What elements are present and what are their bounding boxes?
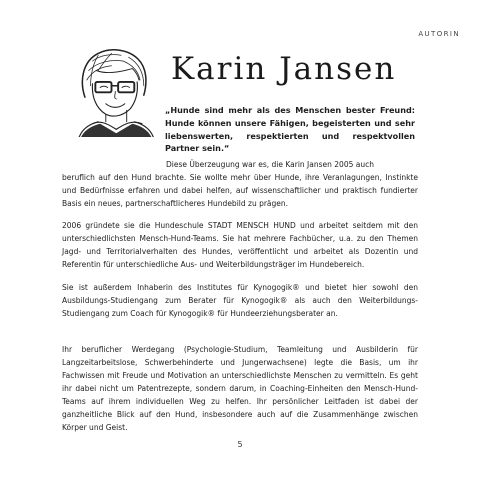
bio-paragraph-1-opening: Diese Überzeugung war es, die Karin Jansen 2005 auch <box>166 160 374 169</box>
bio-paragraph-2: 2006 gründete sie die Hundeschule STADT MENSCH HUND und arbeitet seitdem mit den unterschiedlichsten Mensch-Hund-Teams. Sie hat mehrere Fachbücher, u.a. zu den Themen Jagd- und Territorialverhalten des Hundes, veröffentlicht und arbeitet als Dozentin und Referentin für unterschiedliche Aus- und Weiterbildungsträger im Hundebereich. <box>62 221 418 269</box>
section-label: AUTORIN <box>418 30 460 38</box>
bio-paragraph-1 <box>62 158 418 210</box>
bio-paragraph-3: Sie ist außerdem Inhaberin des Institutes für Kynogogik® und bietet hier sowohl den Ausbildungs-Studiengang zum Berater für Kynogogik® als auch den Weiterbildungs-Studiengang zum Coach für Kynogogik® für Hundeerziehungsberater an. <box>62 283 418 318</box>
author-quote: „Hunde sind mehr als des Menschen bester Freund: Hunde können unsere Fähigen, begeisterten und sehr liebenswerten, respektierten und respektvollen Partner sein.“ <box>165 105 415 154</box>
author-portrait-icon <box>64 42 159 137</box>
bio-paragraph-1-text: beruflich auf den Hund brachte. Sie wollte mehr über Hunde, ihre Veranlagungen, Instinkte und Bedürfnisse erfahren und dabei helfen, auf wissenschaftlicher und praktisch fundierter Basis ein neues, partnerschaftlicheres Hundebild zu prägen. <box>62 173 418 208</box>
bio-paragraph-4: Ihr beruflicher Werdegang (Psychologie-Studium, Teamleitung und Ausbilderin für Langzeitarbeitslose, Schwerbehinderte und Jungerwachsene) legte die Basis, um ihr Fachwissen mit Freude und Motivation an unterschiedlichste Menschen zu vermitteln. Es geht ihr dabei nicht um Patentrezepte, sondern darum, in Coaching-Einheiten den Mensch-Hund-Teams auf ihrem individuellen Weg zu helfen. Ihr persönlicher Leitfaden ist dabei der ganzheitliche Blick auf den Hund, insbesondere auch auf die Zusammenhänge zwischen Körper und Geist. <box>62 345 418 432</box>
author-name: Karin Jansen <box>171 51 397 87</box>
page-number: 5 <box>237 440 243 449</box>
